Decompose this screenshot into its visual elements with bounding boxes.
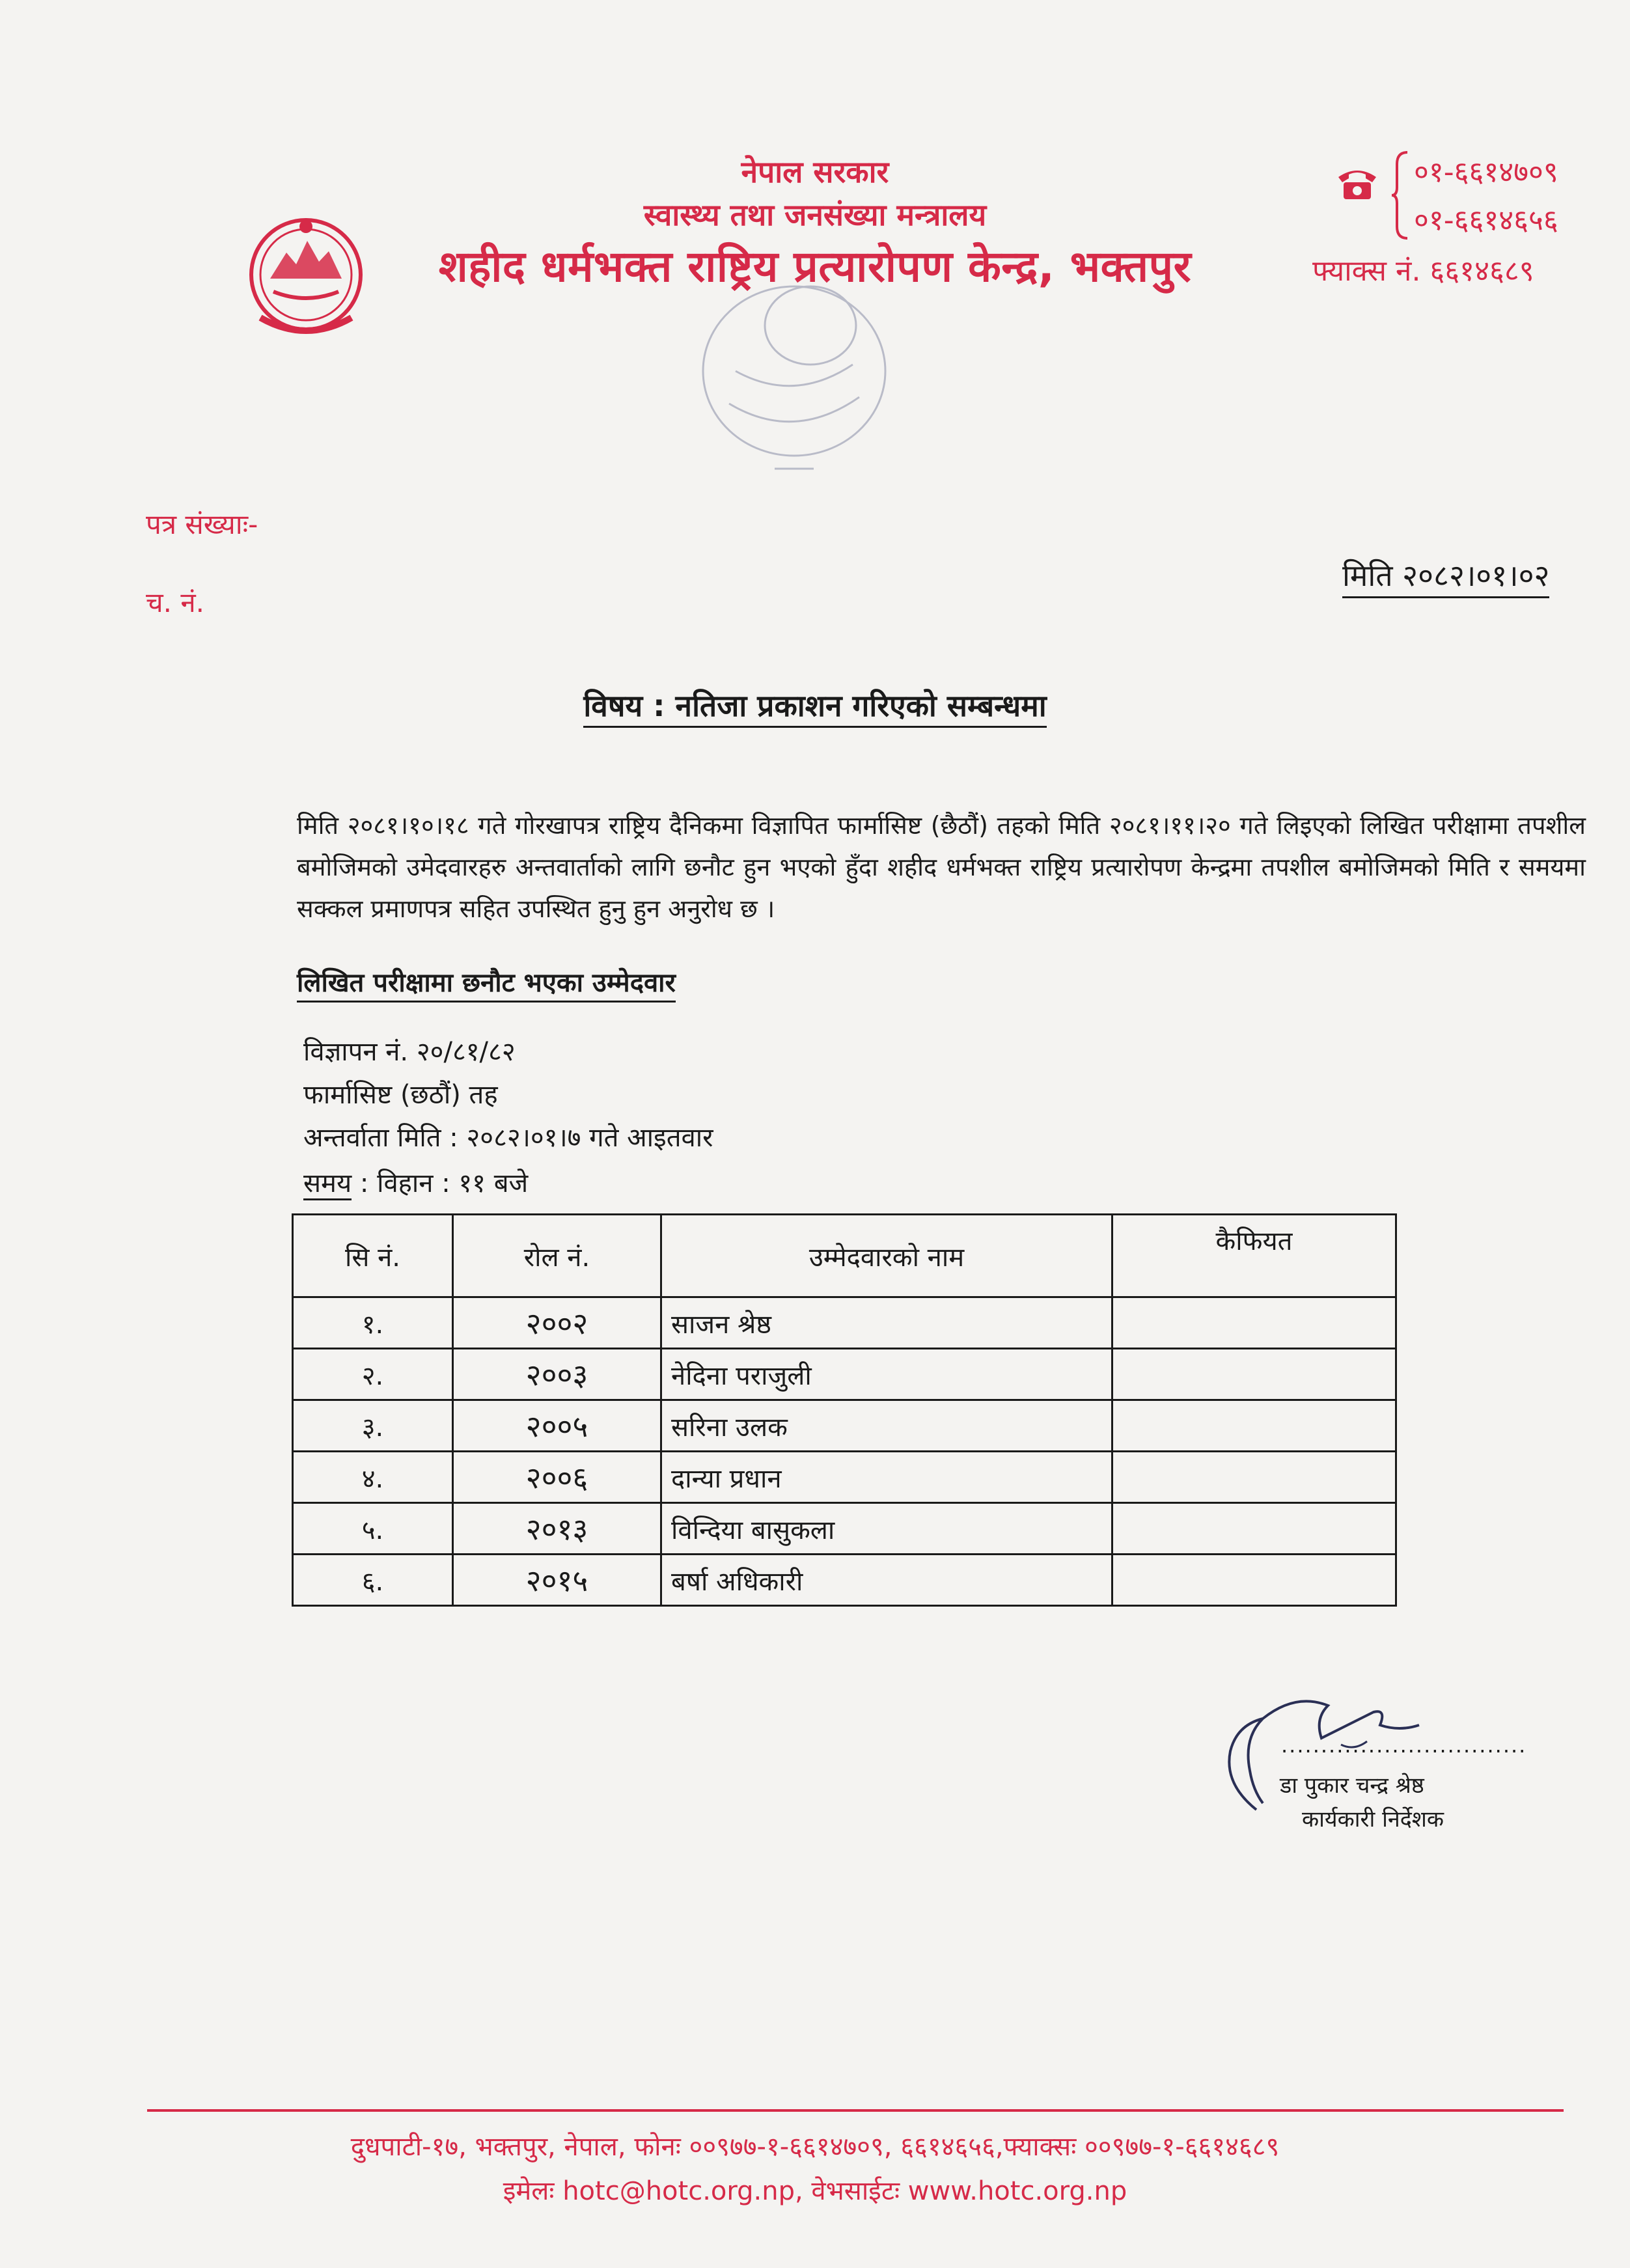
signatory-title: कार्यकारी निर्देशक — [1302, 1806, 1444, 1832]
letter-number-label: पत्र संख्याः- — [146, 508, 258, 540]
roll-cell: २००२ — [453, 1297, 661, 1349]
subject-line — [0, 685, 1630, 725]
signature-dotted-line: ............................... — [1281, 1733, 1527, 1758]
serial-cell: ६. — [293, 1555, 453, 1606]
time-value: : विहान : ११ बजे — [352, 1169, 529, 1198]
table-row — [293, 1452, 1396, 1503]
phone-number-2: ०१-६६१४६५६ — [1414, 204, 1558, 237]
table-header-row — [293, 1215, 1396, 1297]
roll-cell: २०१३ — [453, 1503, 661, 1555]
candidate-table — [292, 1213, 1397, 1607]
table-row — [293, 1349, 1396, 1400]
remarks-cell — [1112, 1452, 1396, 1503]
name-cell: दान्या प्रधान — [661, 1452, 1112, 1503]
section-heading: लिखित परीक्षामा छनौट भएका उम्मेदवार — [297, 963, 676, 1003]
name-cell: बर्षा अधिकारी — [661, 1555, 1112, 1606]
col-name-header: उम्मेदवारको नाम — [661, 1215, 1112, 1297]
roll-cell: २००६ — [453, 1452, 661, 1503]
col-remarks-header: कैफियत — [1112, 1215, 1396, 1297]
advertisement-number: विज्ञापन नं. २०/८१/८२ — [303, 1037, 516, 1067]
footer-contact: इमेलः hotc@hotc.org.np, वेभसाईटः www.hotc.org.np — [503, 2176, 1127, 2206]
serial-cell: ४. — [293, 1452, 453, 1503]
interview-date: अन्तर्वाता मिति : २०८२।०१।७ गते आइतवार — [303, 1123, 713, 1153]
name-cell: नेदिना पराजुली — [661, 1349, 1112, 1400]
telephone-icon — [1334, 163, 1380, 202]
interview-time — [303, 1164, 528, 1200]
signatory-name: डा पुकार चन्द्र श्रेष्ठ — [1280, 1773, 1424, 1799]
footer-address: दुधपाटी-१७, भक्तपुर, नेपाल, फोनः ००९७७-१-६६१४७०९, ६६१४६५६,फ्याक्सः ००९७७-१-६६१४६८९ — [350, 2132, 1280, 2162]
col-serial-header: सि नं. — [293, 1215, 453, 1297]
government-name: नेपाल सरकार — [741, 154, 889, 189]
letter-date: मिति २०८२।०१।०२ — [1342, 555, 1549, 598]
roll-cell: २००५ — [453, 1400, 661, 1452]
table-row — [293, 1503, 1396, 1555]
remarks-cell — [1112, 1349, 1396, 1400]
ministry-name: स्वास्थ्य तथा जनसंख्या मन्त्रालय — [643, 197, 987, 232]
table-row — [293, 1297, 1396, 1349]
post-level: फार्मासिष्ट (छठौं) तह — [303, 1080, 498, 1110]
phone-number-1: ०१-६६१४७०९ — [1414, 156, 1558, 189]
remarks-cell — [1112, 1555, 1396, 1606]
subject-text: विषय : नतिजा प्रकाशन गरिएको सम्बन्धमा — [583, 688, 1046, 728]
serial-cell: १. — [293, 1297, 453, 1349]
serial-cell: ३. — [293, 1400, 453, 1452]
time-label: समय — [303, 1169, 352, 1200]
body-paragraph: मिति २०८१।१०।१८ गते गोरखापत्र राष्ट्रिय दैनिकमा विज्ञापित फार्मासिष्ट (छैठौं) तहको मिति २०८१।११।२० गते लिइएको लिखित परीक्षामा तपशील बमोजिमको उमेदवारहरु अन्तवार्ताको लागि छनौट हुन भएको हुँदा शहीद धर्मभक्त राष्ट्रिय प्रत्यारोपण केन्द्रमा तपशील बमोजिमको मिति र समयमा सक्कल प्रमाणपत्र सहित उपस्थित हुनु हुन अनुरोध छ । — [297, 811, 1586, 923]
footer-divider — [147, 2109, 1564, 2112]
office-stamp-icon — [690, 273, 898, 495]
table-row — [293, 1555, 1396, 1606]
remarks-cell — [1112, 1503, 1396, 1555]
serial-cell: ५. — [293, 1503, 453, 1555]
serial-cell: २. — [293, 1349, 453, 1400]
col-roll-header: रोल नं. — [453, 1215, 661, 1297]
phone-brace-icon — [1390, 150, 1410, 241]
organization-name: शहीद धर्मभक्त राष्ट्रिय प्रत्यारोपण केन्द्र, भक्तपुर — [438, 242, 1192, 292]
remarks-cell — [1112, 1297, 1396, 1349]
roll-cell: २००३ — [453, 1349, 661, 1400]
name-cell: विन्दिया बासुकला — [661, 1503, 1112, 1555]
name-cell: सरिना उलक — [661, 1400, 1112, 1452]
roll-cell: २०१५ — [453, 1555, 661, 1606]
fax-number: फ्याक्स नं. ६६१४६८९ — [1312, 255, 1534, 288]
table-row — [293, 1400, 1396, 1452]
remarks-cell — [1112, 1400, 1396, 1452]
dispatch-number-label: च. नं. — [146, 587, 205, 618]
name-cell: साजन श्रेष्ठ — [661, 1297, 1112, 1349]
